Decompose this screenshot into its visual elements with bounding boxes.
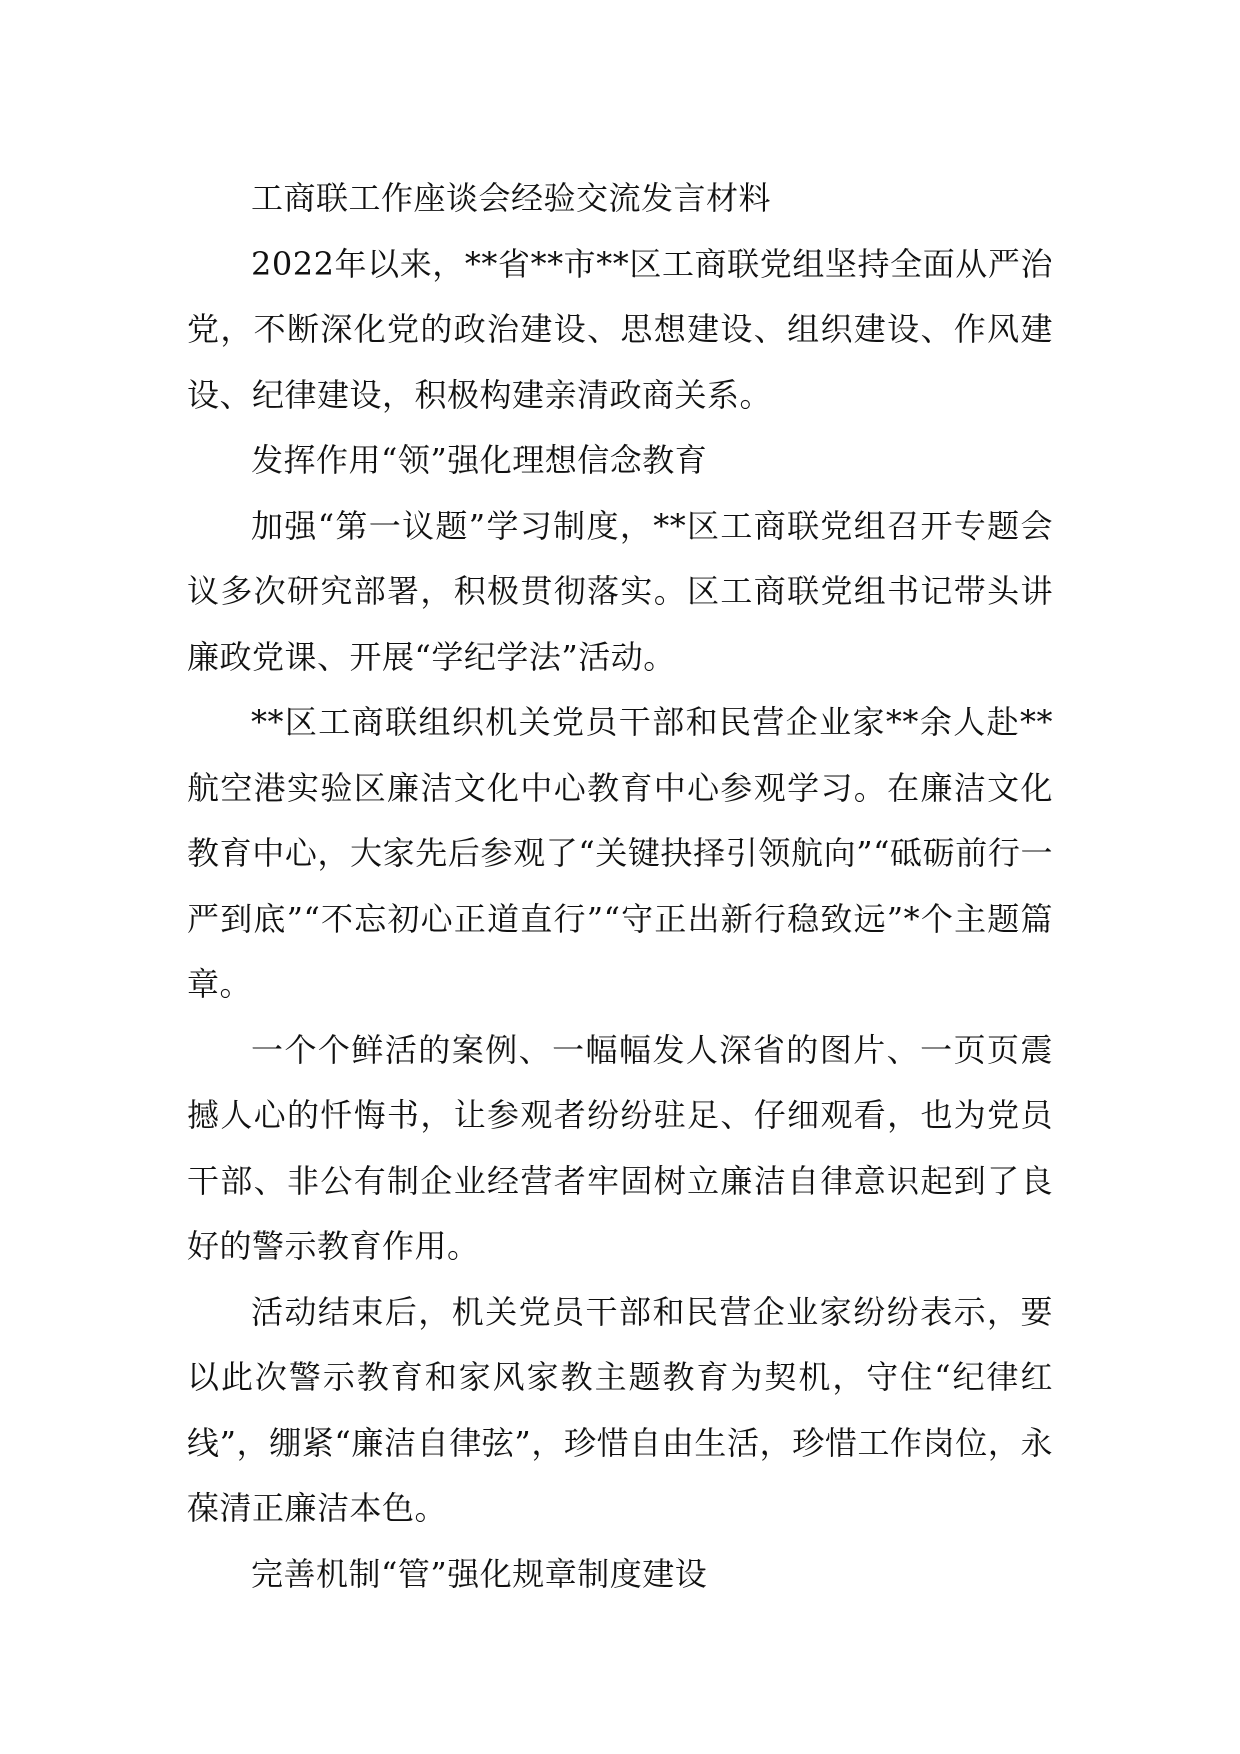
- paragraph-intro: 2022年以来，**省**市**区工商联党组坚持全面从严治党，不断深化党的政治建设、思想建设、组织建设、作风建设、纪律建设，积极构建亲清政商关系。: [187, 244, 1053, 414]
- document-title: 工商联工作座谈会经验交流发言材料: [251, 179, 772, 217]
- paragraph-visit: **区工商联组织机关党员干部和民营企业家**余人赴**航空港实验区廉洁文化中心教育中心参观学习。在廉洁文化教育中心，大家先后参观了“关键抉择引领航向”“砥砺前行一严到底”“不忘初心正道直行”“守正出新行稳致远”*个主题篇章。: [187, 703, 1053, 1003]
- paragraph-study-system: 加强“第一议题”学习制度，**区工商联党组召开专题会议多次研究部署，积极贯彻落实。区工商联党组书记带头讲廉政党课、开展“学纪学法”活动。: [187, 506, 1053, 676]
- section-heading-1: 发挥作用“领”强化理想信念教育: [251, 441, 708, 479]
- paragraph-cases: 一个个鲜活的案例、一幅幅发人深省的图片、一页页震撼人心的忏悔书，让参观者纷纷驻足、仔细观看，也为党员干部、非公有制企业经营者牢固树立廉洁自律意识起到了良好的警示教育作用。: [187, 1030, 1053, 1265]
- document-body: [187, 166, 1053, 1607]
- section-heading-2: 完善机制“管”强化规章制度建设: [251, 1554, 708, 1593]
- paragraph-after-activity: 活动结束后，机关党员干部和民营企业家纷纷表示，要以此次警示教育和家风家教主题教育为契机，守住“纪律红线”，绷紧“廉洁自律弦”，珍惜自由生活，珍惜工作岗位，永葆清正廉洁本色。: [187, 1292, 1053, 1527]
